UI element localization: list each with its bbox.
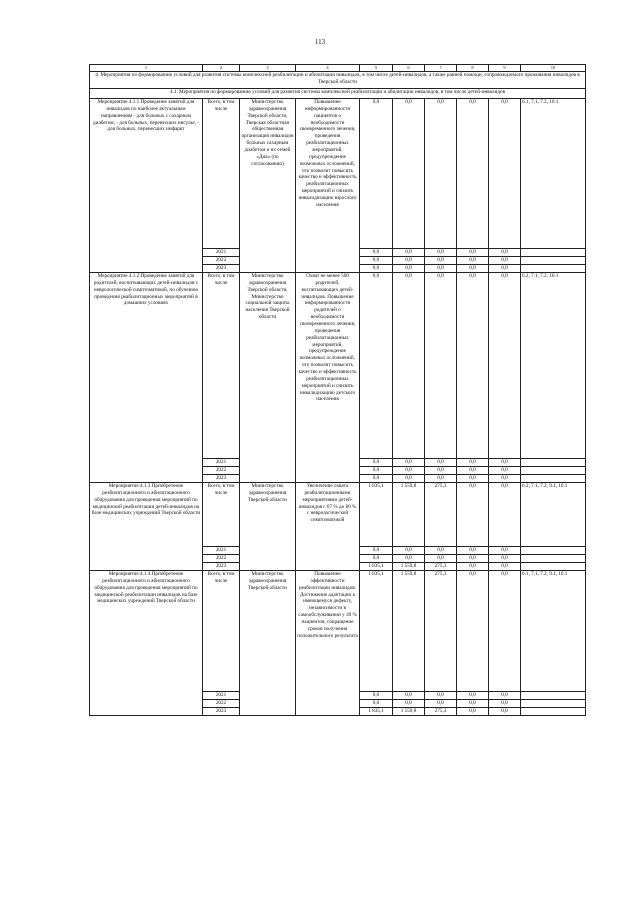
executor: Министерство здравоохранения Тверской области, Министерство социальной защиты населения Тверской области [240, 273, 296, 483]
measure-name: Мероприятие 4.1.1 Проведение занятий для инвалидов по наиболее актуальным направлениям - для больных с сахарным диабетом, - для больных, перенесших инсульт, - для больных, перенесших инфаркт [90, 99, 203, 273]
executor: Министерство здравоохранения Тверской области [240, 483, 296, 571]
year-label: 2022 [203, 700, 240, 708]
total-value: 1 835,1 [360, 571, 393, 692]
year-value: 0,0 [457, 555, 489, 563]
indicator-blank [521, 257, 586, 265]
total-value: 0,0 [457, 571, 489, 692]
indicator-blank [521, 265, 586, 273]
year-label: 2023 [203, 265, 240, 273]
column-number: 3 [240, 65, 296, 72]
year-label: 2023 [203, 563, 240, 571]
year-value: 1 835,1 [360, 563, 393, 571]
year-value: 0,0 [393, 265, 425, 273]
total-value: 1 559,8 [393, 571, 425, 692]
column-number: 10 [521, 65, 586, 72]
year-value: 0,0 [393, 555, 425, 563]
indicators: 6.1, 7.1, 7.2, 10.1 [521, 99, 586, 249]
year-value: 0,0 [457, 692, 489, 700]
year-value: 0,0 [425, 459, 457, 467]
year-value: 0,0 [489, 257, 521, 265]
year-value: 0,0 [425, 467, 457, 475]
expected-result: Повышение эффективности реабилитации инвалидов. Достижение адаптации к имеющемуся дефекту, независимости в самообслуживании у 30 % пациентов, сокращение сроков получения положительного результата [296, 571, 360, 716]
year-label: 2022 [203, 555, 240, 563]
funding-source: Всего, в том числе [203, 273, 240, 459]
measure-row [90, 99, 586, 249]
year-value: 0,0 [457, 249, 489, 257]
year-value: 0,0 [457, 257, 489, 265]
total-value: 0,0 [489, 483, 521, 547]
year-value: 0,0 [425, 547, 457, 555]
column-number: 5 [360, 65, 393, 72]
measure-row [90, 273, 586, 459]
year-value: 0,0 [360, 459, 393, 467]
year-value: 0,0 [489, 249, 521, 257]
indicator-blank [521, 708, 586, 716]
year-value: 0,0 [360, 467, 393, 475]
year-value: 275,3 [425, 708, 457, 716]
year-value: 0,0 [393, 700, 425, 708]
executor: Министерство здравоохранения Тверской области, Тверская областная общественная организация инвалидов больных сахарным диабетом и их семей «Диа» (по согласованию) [240, 99, 296, 273]
total-value: 0,0 [360, 99, 393, 249]
year-label: 2023 [203, 475, 240, 483]
year-value: 0,0 [489, 475, 521, 483]
year-value: 275,3 [425, 563, 457, 571]
year-value: 0,0 [457, 547, 489, 555]
year-label: 2022 [203, 257, 240, 265]
year-value: 0,0 [425, 257, 457, 265]
indicators: 6.1, 7.1, 7.2, 9.1, 10.1 [521, 571, 586, 692]
year-value: 0,0 [489, 265, 521, 273]
measure-row [90, 571, 586, 692]
year-value: 0,0 [425, 249, 457, 257]
total-value: 0,0 [425, 99, 457, 249]
total-value: 0,0 [360, 273, 393, 459]
total-value: 0,0 [457, 483, 489, 547]
column-number: 6 [393, 65, 425, 72]
indicator-blank [521, 459, 586, 467]
page-number: 113 [314, 38, 326, 46]
total-value: 0,0 [425, 273, 457, 459]
indicator-blank [521, 563, 586, 571]
year-value: 0,0 [393, 692, 425, 700]
indicator-blank [521, 692, 586, 700]
year-value: 0,0 [489, 467, 521, 475]
year-value: 0,0 [425, 265, 457, 273]
total-value: 275,3 [425, 483, 457, 547]
year-label: 2021 [203, 249, 240, 257]
year-value: 0,0 [489, 563, 521, 571]
year-value: 1 835,1 [360, 708, 393, 716]
indicators: 6.2, 7.1, 7.2, 10.1 [521, 273, 586, 459]
year-label: 2023 [203, 708, 240, 716]
indicators: 6.2, 7.1, 7.2, 9.1, 10.1 [521, 483, 586, 547]
expected-result: Увеличение охвата реабилитационными мероприятиями детей-инвалидов с 67 % до 80 % с неврологической симптоматикой [296, 483, 360, 571]
indicator-blank [521, 467, 586, 475]
year-value: 0,0 [360, 555, 393, 563]
funding-source: Всего, в том числе [203, 483, 240, 547]
year-value: 0,0 [425, 692, 457, 700]
year-value: 0,0 [425, 475, 457, 483]
year-label: 2021 [203, 692, 240, 700]
year-value: 0,0 [457, 700, 489, 708]
funding-source: Всего, в том числе [203, 571, 240, 692]
year-value: 0,0 [393, 547, 425, 555]
year-value: 1 559,8 [393, 708, 425, 716]
total-value: 0,0 [489, 273, 521, 459]
indicator-blank [521, 475, 586, 483]
total-value: 0,0 [489, 99, 521, 249]
year-value: 0,0 [393, 249, 425, 257]
year-value: 0,0 [360, 249, 393, 257]
year-value: 0,0 [425, 555, 457, 563]
year-value: 0,0 [457, 563, 489, 571]
executor: Министерство здравоохранения Тверской области [240, 571, 296, 716]
year-value: 0,0 [393, 257, 425, 265]
total-value: 0,0 [489, 571, 521, 692]
year-value: 0,0 [360, 692, 393, 700]
year-value: 0,0 [393, 467, 425, 475]
measure-name: Мероприятие 4.1.2 Проведение занятий для родителей, воспитывающих детей-инвалидов с неврологической симптоматикой, по обучению проведения реабилитационных мероприятий в домашних условиях [90, 273, 203, 483]
header-number-row [90, 65, 586, 72]
measure-name: Мероприятие 4.1.4 Приобретение реабилитационного и абилитационного оборудования для проведения мероприятий по медицинской реабилитации инвалидов на базе медицинских учреждений Тверской области [90, 571, 203, 716]
year-value: 0,0 [457, 459, 489, 467]
year-value: 0,0 [457, 708, 489, 716]
total-value: 1 835,1 [360, 483, 393, 547]
year-value: 0,0 [489, 700, 521, 708]
column-number: 4 [296, 65, 360, 72]
measure-row [90, 483, 586, 547]
year-value: 0,0 [393, 459, 425, 467]
indicator-blank [521, 555, 586, 563]
year-value: 0,0 [425, 700, 457, 708]
year-value: 0,0 [360, 475, 393, 483]
year-value: 0,0 [360, 700, 393, 708]
total-value: 0,0 [457, 273, 489, 459]
indicator-blank [521, 249, 586, 257]
year-value: 0,0 [489, 708, 521, 716]
total-value: 0,0 [393, 273, 425, 459]
year-value: 0,0 [457, 265, 489, 273]
year-value: 0,0 [489, 547, 521, 555]
column-number: 9 [489, 65, 521, 72]
total-value: 0,0 [457, 99, 489, 249]
column-number: 8 [457, 65, 489, 72]
indicator-blank [521, 700, 586, 708]
year-value: 0,0 [489, 692, 521, 700]
measure-name: Мероприятие 4.1.3 Приобретение реабилитационного и абилитационного оборудования для проведения мероприятий по медицинской реабилитации детей-инвалидов на базе медицинских учреждений Тверской области [90, 483, 203, 571]
year-label: 2021 [203, 547, 240, 555]
column-number: 2 [203, 65, 240, 72]
year-value: 1 559,8 [393, 563, 425, 571]
total-value: 0,0 [393, 99, 425, 249]
year-value: 0,0 [457, 467, 489, 475]
subsection-title: 4.1. Мероприятия по формированию условий для развития системы комплексной реабилитации и абилитации инвалидов, в том числе детей-инвалидов [90, 89, 586, 99]
expected-result: Охват не менее 500 родителей, воспитывающих детей-инвалидов. Повышение информированности родителей о необходимости своевременного лечения, проведения реабилитационных мероприятий, предупреждение возможных осложнений, что позволит повысить качество и эффективность реабилитационных мероприятий и снизить инвалидизацию детского населения [296, 273, 360, 483]
year-label: 2021 [203, 459, 240, 467]
section-title: 4. Мероприятия по формированию условий для развития системы комплексной реабилитации и абилитации инвалидов, в том числе детей-инвалидов, а также ранней помощи, сопровождаемого проживания инвалидов в Тверской области [90, 72, 586, 89]
expected-result: Повышение информированности пациентов о необходимости своевременного лечения, проведения реабилитационных мероприятий, предупреждение возможных осложнений, что позволит повысить качество и эффективность реабилитационных мероприятий и снизить инвалидизацию взрослого населения [296, 99, 360, 273]
year-value: 0,0 [360, 547, 393, 555]
year-value: 0,0 [457, 475, 489, 483]
program-table [89, 64, 586, 716]
funding-source: Всего, в том числе [203, 99, 240, 249]
year-value: 0,0 [489, 555, 521, 563]
year-value: 0,0 [489, 459, 521, 467]
column-number: 1 [90, 65, 203, 72]
year-value: 0,0 [360, 265, 393, 273]
year-label: 2022 [203, 467, 240, 475]
year-value: 0,0 [360, 257, 393, 265]
total-value: 275,3 [425, 571, 457, 692]
column-number: 7 [425, 65, 457, 72]
total-value: 1 559,8 [393, 483, 425, 547]
indicator-blank [521, 547, 586, 555]
year-value: 0,0 [393, 475, 425, 483]
